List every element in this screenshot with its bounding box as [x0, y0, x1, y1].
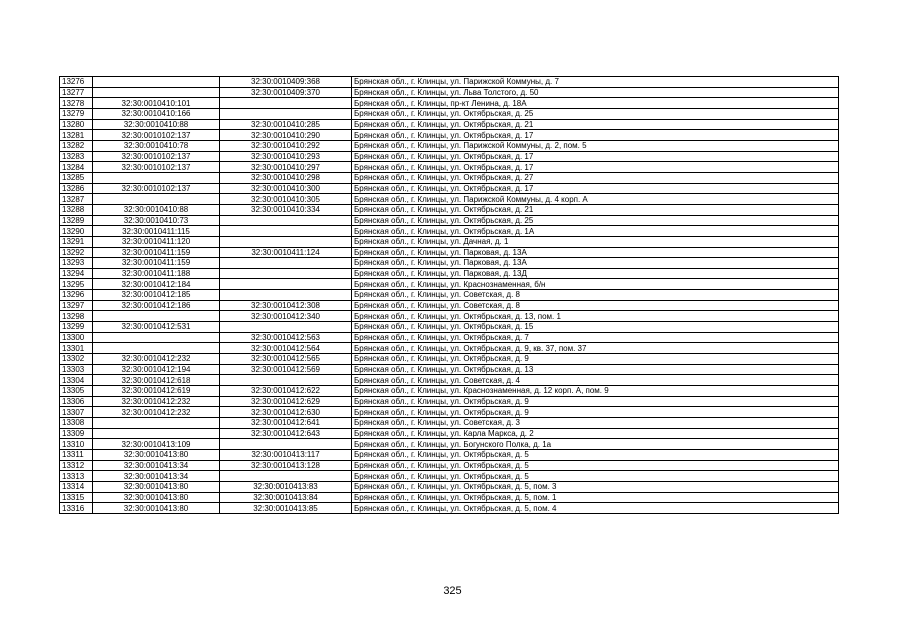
row-number-cell: 13315: [60, 492, 93, 503]
address-cell: Брянская обл., г. Клинцы, ул. Льва Толстого, д. 50: [352, 87, 839, 98]
table-row: [60, 322, 839, 333]
row-number-cell: 13312: [60, 460, 93, 471]
row-number-cell: 13310: [60, 439, 93, 450]
row-number-cell: 13311: [60, 449, 93, 460]
building-cadastral-number-cell: [220, 290, 352, 301]
address-cell: Брянская обл., г. Клинцы, ул. Парковая, д. 13Д: [352, 268, 839, 279]
row-number-cell: 13281: [60, 130, 93, 141]
row-number-cell: 13300: [60, 332, 93, 343]
table-row: [60, 77, 839, 88]
table-row: [60, 268, 839, 279]
table-row: [60, 172, 839, 183]
table-row: [60, 439, 839, 450]
address-cell: Брянская обл., г. Клинцы, ул. Октябрьская, д. 13: [352, 364, 839, 375]
building-cadastral-number-cell: 32:30:0010412:622: [220, 386, 352, 397]
land-cadastral-number-cell: 32:30:0010411:115: [93, 226, 220, 237]
land-cadastral-number-cell: 32:30:0010411:188: [93, 268, 220, 279]
table-row: [60, 332, 839, 343]
row-number-cell: 13276: [60, 77, 93, 88]
building-cadastral-number-cell: [220, 236, 352, 247]
row-number-cell: 13289: [60, 215, 93, 226]
land-cadastral-number-cell: 32:30:0010413:80: [93, 481, 220, 492]
address-cell: Брянская обл., г. Клинцы, ул. Октябрьская, д. 21: [352, 204, 839, 215]
row-number-cell: 13284: [60, 162, 93, 173]
land-cadastral-number-cell: 32:30:0010410:78: [93, 140, 220, 151]
building-cadastral-number-cell: 32:30:0010410:292: [220, 140, 352, 151]
building-cadastral-number-cell: 32:30:0010413:84: [220, 492, 352, 503]
address-cell: Брянская обл., г. Клинцы, ул. Октябрьская, д. 17: [352, 162, 839, 173]
row-number-cell: 13306: [60, 396, 93, 407]
land-cadastral-number-cell: [93, 77, 220, 88]
address-cell: Брянская обл., г. Клинцы, ул. Октябрьская, д. 1А: [352, 226, 839, 237]
land-cadastral-number-cell: [93, 311, 220, 322]
building-cadastral-number-cell: [220, 268, 352, 279]
land-cadastral-number-cell: 32:30:0010411:159: [93, 258, 220, 269]
address-cell: Брянская обл., г. Клинцы, ул. Парковая, д. 13А: [352, 247, 839, 258]
building-cadastral-number-cell: 32:30:0010413:117: [220, 449, 352, 460]
building-cadastral-number-cell: 32:30:0010412:340: [220, 311, 352, 322]
address-cell: Брянская обл., г. Клинцы, ул. Октябрьская, д. 9: [352, 396, 839, 407]
building-cadastral-number-cell: 32:30:0010410:290: [220, 130, 352, 141]
table-row: [60, 108, 839, 119]
land-cadastral-number-cell: 32:30:0010412:619: [93, 386, 220, 397]
building-cadastral-number-cell: [220, 226, 352, 237]
land-cadastral-number-cell: [93, 172, 220, 183]
address-cell: Брянская обл., г. Клинцы, пр-кт Ленина, д. 18А: [352, 98, 839, 109]
building-cadastral-number-cell: 32:30:0010410:334: [220, 204, 352, 215]
table-row: [60, 247, 839, 258]
land-cadastral-number-cell: 32:30:0010102:137: [93, 130, 220, 141]
building-cadastral-number-cell: 32:30:0010413:83: [220, 481, 352, 492]
row-number-cell: 13301: [60, 343, 93, 354]
table-row: [60, 98, 839, 109]
land-cadastral-number-cell: 32:30:0010412:531: [93, 322, 220, 333]
row-number-cell: 13302: [60, 354, 93, 365]
address-cell: Брянская обл., г. Клинцы, ул. Краснознаменная, д. 12 корп. А, пом. 9: [352, 386, 839, 397]
row-number-cell: 13299: [60, 322, 93, 333]
land-cadastral-number-cell: 32:30:0010102:137: [93, 151, 220, 162]
address-cell: Брянская обл., г. Клинцы, ул. Октябрьская, д. 9, кв. 37, пом. 37: [352, 343, 839, 354]
address-cell: Брянская обл., г. Клинцы, ул. Октябрьская, д. 17: [352, 183, 839, 194]
address-cell: Брянская обл., г. Клинцы, ул. Октябрьская, д. 5, пом. 4: [352, 503, 839, 514]
land-cadastral-number-cell: 32:30:0010412:186: [93, 300, 220, 311]
land-cadastral-number-cell: 32:30:0010410:88: [93, 119, 220, 130]
address-cell: Брянская обл., г. Клинцы, ул. Октябрьская, д. 7: [352, 332, 839, 343]
row-number-cell: 13282: [60, 140, 93, 151]
building-cadastral-number-cell: [220, 258, 352, 269]
address-cell: Брянская обл., г. Клинцы, ул. Советская, д. 8: [352, 300, 839, 311]
address-cell: Брянская обл., г. Клинцы, ул. Богунского Полка, д. 1а: [352, 439, 839, 450]
address-cell: Брянская обл., г. Клинцы, ул. Советская, д. 3: [352, 418, 839, 429]
row-number-cell: 13279: [60, 108, 93, 119]
row-number-cell: 13285: [60, 172, 93, 183]
building-cadastral-number-cell: 32:30:0010412:569: [220, 364, 352, 375]
table-row: [60, 162, 839, 173]
land-cadastral-number-cell: [93, 343, 220, 354]
building-cadastral-number-cell: [220, 108, 352, 119]
table-row: [60, 215, 839, 226]
row-number-cell: 13288: [60, 204, 93, 215]
table-row: [60, 481, 839, 492]
address-cell: Брянская обл., г. Клинцы, ул. Октябрьская, д. 5, пом. 1: [352, 492, 839, 503]
row-number-cell: 13291: [60, 236, 93, 247]
land-cadastral-number-cell: 32:30:0010412:232: [93, 396, 220, 407]
building-cadastral-number-cell: 32:30:0010412:564: [220, 343, 352, 354]
row-number-cell: 13292: [60, 247, 93, 258]
building-cadastral-number-cell: 32:30:0010409:368: [220, 77, 352, 88]
land-cadastral-number-cell: 32:30:0010102:137: [93, 162, 220, 173]
row-number-cell: 13295: [60, 279, 93, 290]
address-cell: Брянская обл., г. Клинцы, ул. Октябрьская, д. 25: [352, 108, 839, 119]
land-cadastral-number-cell: 32:30:0010102:137: [93, 183, 220, 194]
building-cadastral-number-cell: 32:30:0010410:297: [220, 162, 352, 173]
table-row: [60, 492, 839, 503]
land-cadastral-number-cell: 32:30:0010410:88: [93, 204, 220, 215]
building-cadastral-number-cell: 32:30:0010412:641: [220, 418, 352, 429]
address-cell: Брянская обл., г. Клинцы, ул. Октябрьская, д. 15: [352, 322, 839, 333]
row-number-cell: 13308: [60, 418, 93, 429]
table-row: [60, 460, 839, 471]
table-row: [60, 140, 839, 151]
building-cadastral-number-cell: 32:30:0010410:305: [220, 194, 352, 205]
address-cell: Брянская обл., г. Клинцы, ул. Октябрьская, д. 9: [352, 354, 839, 365]
row-number-cell: 13296: [60, 290, 93, 301]
row-number-cell: 13309: [60, 428, 93, 439]
building-cadastral-number-cell: 32:30:0010412:643: [220, 428, 352, 439]
row-number-cell: 13305: [60, 386, 93, 397]
property-table-body: [60, 77, 839, 514]
land-cadastral-number-cell: 32:30:0010413:34: [93, 460, 220, 471]
table-row: [60, 354, 839, 365]
land-cadastral-number-cell: 32:30:0010411:159: [93, 247, 220, 258]
address-cell: Брянская обл., г. Клинцы, ул. Парковая, д. 13А: [352, 258, 839, 269]
row-number-cell: 13293: [60, 258, 93, 269]
table-row: [60, 343, 839, 354]
address-cell: Брянская обл., г. Клинцы, ул. Парижской Коммуны, д. 7: [352, 77, 839, 88]
building-cadastral-number-cell: 32:30:0010409:370: [220, 87, 352, 98]
table-row: [60, 130, 839, 141]
building-cadastral-number-cell: 32:30:0010413:128: [220, 460, 352, 471]
property-table: [59, 76, 839, 514]
row-number-cell: 13287: [60, 194, 93, 205]
address-cell: Брянская обл., г. Клинцы, ул. Октябрьская, д. 5: [352, 471, 839, 482]
address-cell: Брянская обл., г. Клинцы, ул. Октябрьская, д. 5: [352, 449, 839, 460]
land-cadastral-number-cell: 32:30:0010412:232: [93, 354, 220, 365]
table-row: [60, 311, 839, 322]
table-row: [60, 119, 839, 130]
building-cadastral-number-cell: 32:30:0010412:563: [220, 332, 352, 343]
building-cadastral-number-cell: 32:30:0010412:630: [220, 407, 352, 418]
building-cadastral-number-cell: [220, 98, 352, 109]
land-cadastral-number-cell: 32:30:0010413:34: [93, 471, 220, 482]
table-row: [60, 258, 839, 269]
building-cadastral-number-cell: 32:30:0010410:300: [220, 183, 352, 194]
building-cadastral-number-cell: 32:30:0010412:629: [220, 396, 352, 407]
land-cadastral-number-cell: 32:30:0010413:80: [93, 492, 220, 503]
address-cell: Брянская обл., г. Клинцы, ул. Октябрьская, д. 17: [352, 130, 839, 141]
row-number-cell: 13313: [60, 471, 93, 482]
table-row: [60, 471, 839, 482]
row-number-cell: 13316: [60, 503, 93, 514]
row-number-cell: 13294: [60, 268, 93, 279]
land-cadastral-number-cell: 32:30:0010410:73: [93, 215, 220, 226]
address-cell: Брянская обл., г. Клинцы, ул. Советская, д. 4: [352, 375, 839, 386]
land-cadastral-number-cell: [93, 87, 220, 98]
address-cell: Брянская обл., г. Клинцы, ул. Октябрьская, д. 5: [352, 460, 839, 471]
row-number-cell: 13283: [60, 151, 93, 162]
land-cadastral-number-cell: 32:30:0010412:232: [93, 407, 220, 418]
address-cell: Брянская обл., г. Клинцы, ул. Дачная, д. 1: [352, 236, 839, 247]
land-cadastral-number-cell: 32:30:0010413:80: [93, 449, 220, 460]
table-row: [60, 375, 839, 386]
row-number-cell: 13280: [60, 119, 93, 130]
land-cadastral-number-cell: 32:30:0010413:80: [93, 503, 220, 514]
row-number-cell: 13314: [60, 481, 93, 492]
building-cadastral-number-cell: 32:30:0010413:85: [220, 503, 352, 514]
address-cell: Брянская обл., г. Клинцы, ул. Октябрьская, д. 21: [352, 119, 839, 130]
address-cell: Брянская обл., г. Клинцы, ул. Карла Маркса, д. 2: [352, 428, 839, 439]
table-row: [60, 503, 839, 514]
row-number-cell: 13290: [60, 226, 93, 237]
table-row: [60, 396, 839, 407]
building-cadastral-number-cell: 32:30:0010411:124: [220, 247, 352, 258]
building-cadastral-number-cell: [220, 471, 352, 482]
address-cell: Брянская обл., г. Клинцы, ул. Октябрьская, д. 17: [352, 151, 839, 162]
table-row: [60, 194, 839, 205]
building-cadastral-number-cell: [220, 322, 352, 333]
table-row: [60, 183, 839, 194]
table-row: [60, 407, 839, 418]
page-number: 325: [443, 585, 462, 597]
address-cell: Брянская обл., г. Клинцы, ул. Октябрьская, д. 27: [352, 172, 839, 183]
building-cadastral-number-cell: 32:30:0010412:565: [220, 354, 352, 365]
building-cadastral-number-cell: 32:30:0010410:285: [220, 119, 352, 130]
land-cadastral-number-cell: 32:30:0010412:184: [93, 279, 220, 290]
table-row: [60, 226, 839, 237]
land-cadastral-number-cell: 32:30:0010411:120: [93, 236, 220, 247]
address-cell: Брянская обл., г. Клинцы, ул. Октябрьская, д. 25: [352, 215, 839, 226]
table-row: [60, 364, 839, 375]
land-cadastral-number-cell: 32:30:0010412:194: [93, 364, 220, 375]
row-number-cell: 13304: [60, 375, 93, 386]
land-cadastral-number-cell: [93, 332, 220, 343]
building-cadastral-number-cell: [220, 439, 352, 450]
land-cadastral-number-cell: 32:30:0010410:166: [93, 108, 220, 119]
row-number-cell: 13303: [60, 364, 93, 375]
address-cell: Брянская обл., г. Клинцы, ул. Советская, д. 8: [352, 290, 839, 301]
table-row: [60, 290, 839, 301]
land-cadastral-number-cell: [93, 428, 220, 439]
table-row: [60, 449, 839, 460]
building-cadastral-number-cell: 32:30:0010410:293: [220, 151, 352, 162]
land-cadastral-number-cell: [93, 418, 220, 429]
address-cell: Брянская обл., г. Клинцы, ул. Парижской Коммуны, д. 4 корп. А: [352, 194, 839, 205]
table-row: [60, 236, 839, 247]
building-cadastral-number-cell: 32:30:0010410:298: [220, 172, 352, 183]
row-number-cell: 13307: [60, 407, 93, 418]
table-row: [60, 300, 839, 311]
table-row: [60, 428, 839, 439]
land-cadastral-number-cell: 32:30:0010413:109: [93, 439, 220, 450]
land-cadastral-number-cell: 32:30:0010410:101: [93, 98, 220, 109]
building-cadastral-number-cell: [220, 375, 352, 386]
row-number-cell: 13297: [60, 300, 93, 311]
table-row: [60, 151, 839, 162]
land-cadastral-number-cell: 32:30:0010412:618: [93, 375, 220, 386]
land-cadastral-number-cell: [93, 194, 220, 205]
table-row: [60, 87, 839, 98]
row-number-cell: 13298: [60, 311, 93, 322]
row-number-cell: 13278: [60, 98, 93, 109]
row-number-cell: 13277: [60, 87, 93, 98]
building-cadastral-number-cell: [220, 279, 352, 290]
address-cell: Брянская обл., г. Клинцы, ул. Октябрьская, д. 13, пом. 1: [352, 311, 839, 322]
address-cell: Брянская обл., г. Клинцы, ул. Парижской Коммуны, д. 2, пом. 5: [352, 140, 839, 151]
table-row: [60, 386, 839, 397]
table-row: [60, 204, 839, 215]
building-cadastral-number-cell: 32:30:0010412:308: [220, 300, 352, 311]
address-cell: Брянская обл., г. Клинцы, ул. Октябрьская, д. 9: [352, 407, 839, 418]
table-row: [60, 279, 839, 290]
table-row: [60, 418, 839, 429]
row-number-cell: 13286: [60, 183, 93, 194]
address-cell: Брянская обл., г. Клинцы, ул. Краснознаменная, б/н: [352, 279, 839, 290]
address-cell: Брянская обл., г. Клинцы, ул. Октябрьская, д. 5, пом. 3: [352, 481, 839, 492]
building-cadastral-number-cell: [220, 215, 352, 226]
land-cadastral-number-cell: 32:30:0010412:185: [93, 290, 220, 301]
